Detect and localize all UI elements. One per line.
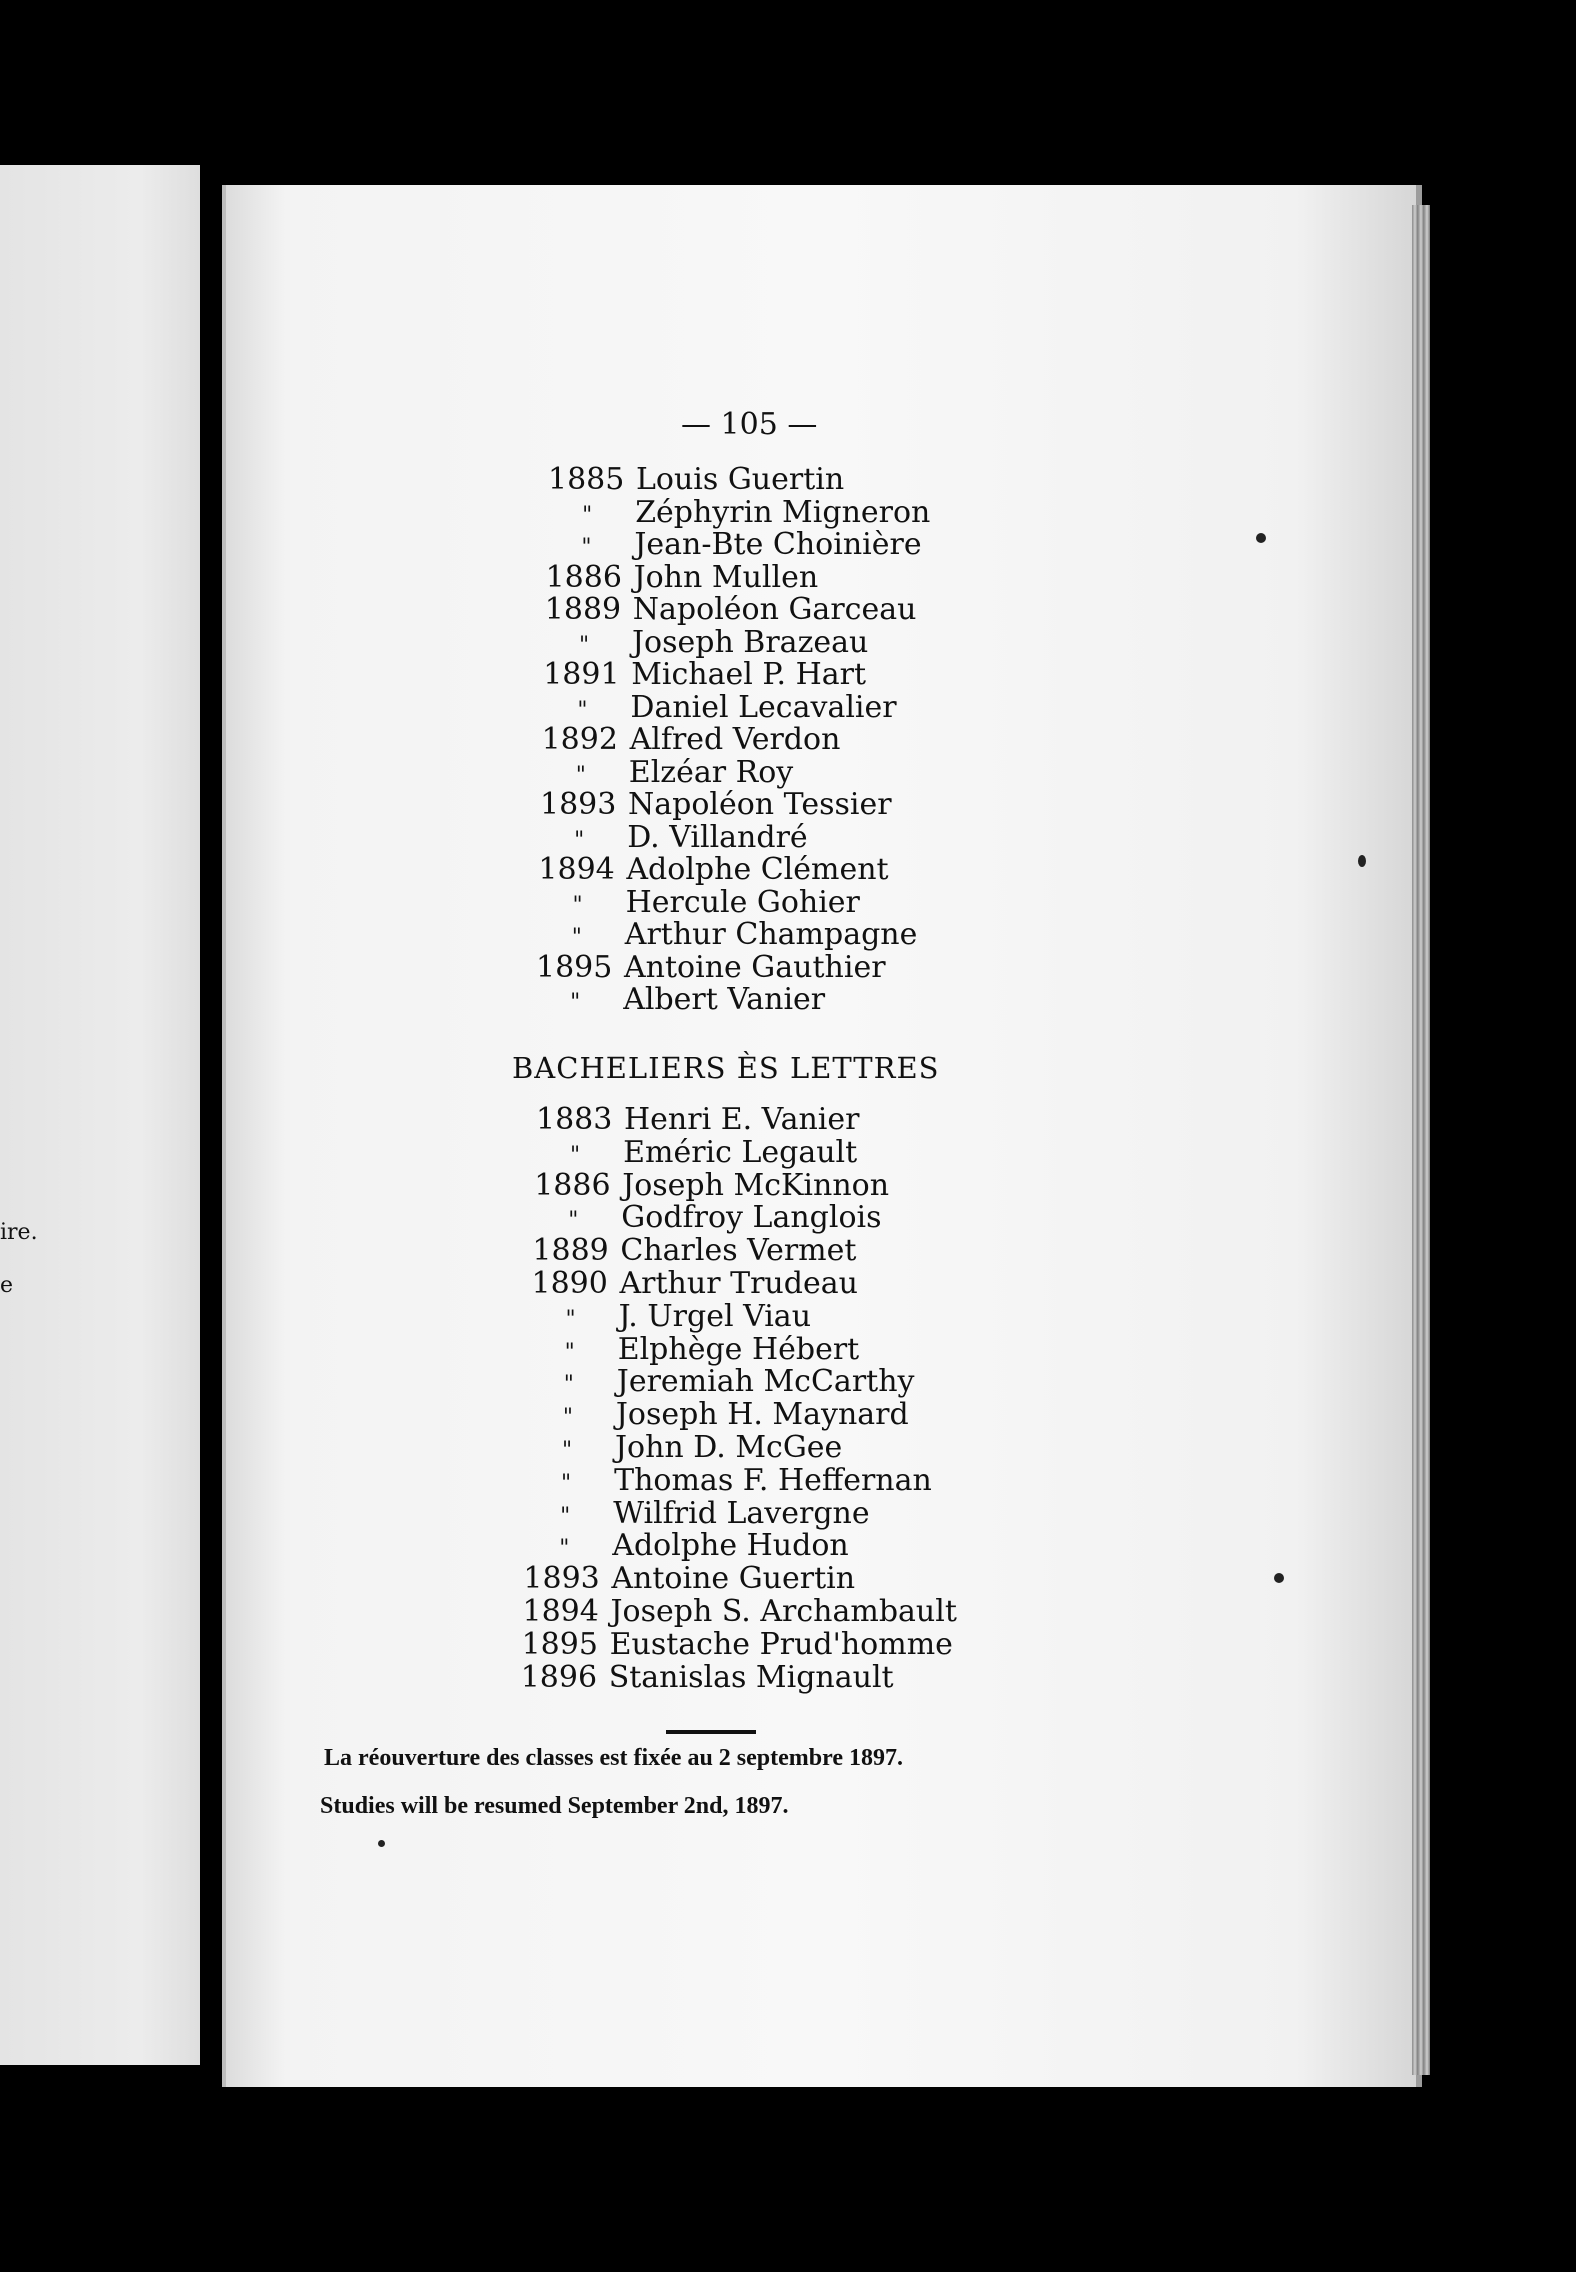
list-item-year: 1891 <box>543 657 620 692</box>
list-item-name: Joseph S. Archambault <box>610 1594 957 1629</box>
page-number: — 105 — <box>681 407 818 442</box>
list-item-name: Antoine Guertin <box>611 1561 856 1597</box>
list-item-year: " <box>582 502 593 528</box>
list-item-year: " <box>572 892 583 918</box>
list-item <box>526 1464 932 1498</box>
list-item-year: 1889 <box>544 592 622 627</box>
list-item-name: Albert Vanier <box>623 982 826 1017</box>
list-item <box>530 1333 860 1367</box>
list-item-name: Joseph McKinnon <box>622 1167 890 1203</box>
list-item-year: 1886 <box>534 1167 611 1203</box>
list-item <box>546 528 921 562</box>
list-item <box>535 1136 857 1170</box>
list-item-year: 1896 <box>520 1659 598 1695</box>
list-item <box>532 1267 858 1301</box>
list-item-year: " <box>581 535 592 560</box>
list-item <box>545 593 917 627</box>
ink-speck <box>1358 855 1366 867</box>
list-item-name: Elphège Hébert <box>617 1331 860 1367</box>
list-item-name: Adolphe Clément <box>626 852 889 887</box>
list-item <box>523 1595 957 1629</box>
list-item-name: John D. McGee <box>615 1430 843 1465</box>
list-item-year: 1893 <box>540 787 617 822</box>
list-item-name: Michael P. Hart <box>631 657 867 692</box>
list-item-name: Napoléon Tessier <box>628 787 892 822</box>
ink-speck <box>378 1840 385 1847</box>
list-item <box>547 496 930 530</box>
book-edge <box>1412 205 1430 2075</box>
list-item <box>529 1365 915 1399</box>
list-item-name: Daniel Lecavalier <box>630 689 897 725</box>
list-item <box>523 1562 855 1596</box>
list-item <box>534 1169 889 1203</box>
list-item-name: Arthur Trudeau <box>619 1266 858 1301</box>
list-item-name: Zéphyrin Migneron <box>635 494 931 530</box>
list-item-year: " <box>575 762 586 788</box>
list-item-name: Godfroy Langlois <box>621 1200 882 1236</box>
left-page-fragment: e <box>0 1273 14 1298</box>
list-item <box>524 1529 848 1563</box>
list-item <box>532 1234 856 1268</box>
list-item-name: Stanislas Mignault <box>608 1659 894 1695</box>
list-item <box>527 1431 842 1465</box>
list-item-year: 1895 <box>536 949 613 985</box>
list-item <box>544 626 868 660</box>
list-item-year: 1889 <box>532 1233 609 1269</box>
list-item <box>542 691 896 725</box>
left-page <box>0 165 200 2065</box>
list-item-name: Joseph H. Maynard <box>615 1397 909 1433</box>
list-item-name: Napoléon Garceau <box>632 592 917 627</box>
list-item-name: Adolphe Hudon <box>612 1528 849 1564</box>
list-item-name: Joseph Brazeau <box>632 624 869 660</box>
list-item-year: 1893 <box>523 1561 600 1597</box>
list-item-name: John Mullen <box>633 559 819 595</box>
list-item <box>541 756 793 790</box>
list-item-year: 1892 <box>541 722 618 757</box>
list-item-name: Arthur Champagne <box>624 917 918 952</box>
list-item-year: 1894 <box>538 852 615 887</box>
list-item <box>536 1103 860 1137</box>
list-item-name: Eméric Legault <box>623 1134 858 1170</box>
list-item <box>525 1497 869 1531</box>
list-item-name: Thomas F. Heffernan <box>614 1462 932 1498</box>
list-item <box>522 1628 953 1662</box>
list-item <box>543 658 866 692</box>
list-item-year: " <box>574 827 585 853</box>
list-item-name: Eustache Prud'homme <box>609 1626 953 1662</box>
list-item-year: " <box>560 1503 571 1529</box>
list-item-year: 1886 <box>545 559 622 595</box>
list-item-year: " <box>570 990 581 1015</box>
list-item-year: 1895 <box>521 1626 598 1662</box>
list-item <box>542 723 841 757</box>
list-item-year: 1883 <box>536 1102 613 1137</box>
list-item-name: Hercule Gohier <box>625 884 860 920</box>
list-item-name: Jeremiah McCarthy <box>616 1364 915 1400</box>
list-item <box>538 886 860 920</box>
list-item <box>533 1201 881 1235</box>
list-item <box>539 821 807 855</box>
notice-french: La réouverture des classes est fixée au 2 septembre 1897. <box>324 1745 903 1771</box>
list-item-year: " <box>565 1306 576 1332</box>
notice-english: Studies will be resumed September 2nd, 1897. <box>320 1793 789 1819</box>
list-item-name: Alfred Verdon <box>629 722 841 757</box>
list-item <box>537 918 918 952</box>
list-item-name: J. Urgel Viau <box>618 1298 812 1334</box>
list-item-year: " <box>578 632 590 658</box>
list-item-year: " <box>562 1405 573 1431</box>
ink-speck <box>1274 1573 1284 1583</box>
list-item-year: 1890 <box>531 1266 608 1301</box>
list-item-year: " <box>568 1208 579 1234</box>
list-item-name: Antoine Gauthier <box>624 949 886 985</box>
list-item-year: " <box>561 1438 573 1463</box>
list-item-year: " <box>571 925 582 950</box>
list-item <box>521 1661 894 1695</box>
list-item <box>540 788 892 822</box>
list-item-name: Charles Vermet <box>620 1233 857 1269</box>
list-item-year: " <box>570 1142 581 1168</box>
list-item-year: " <box>561 1470 572 1496</box>
list-item-name: Wilfrid Lavergne <box>613 1495 870 1531</box>
left-page-fragment: ire. <box>0 1220 38 1245</box>
list-item <box>536 951 886 985</box>
separator-rule <box>666 1730 756 1734</box>
list-item-name: Elzéar Roy <box>628 754 794 790</box>
ink-speck <box>1256 533 1266 543</box>
list-item-year: 1894 <box>522 1594 599 1629</box>
list-item-year: " <box>577 697 588 723</box>
list-item <box>538 853 888 887</box>
section-heading: BACHELIERS ÈS LETTRES <box>512 1051 940 1085</box>
list-item-year: 1885 <box>548 462 625 497</box>
list-item <box>528 1398 909 1432</box>
list-item-name: Henri E. Vanier <box>624 1102 860 1137</box>
list-item-year: " <box>564 1339 575 1365</box>
list-item <box>531 1300 811 1334</box>
list-item-name: Jean-Bte Choinière <box>634 527 922 562</box>
list-item-name: Louis Guertin <box>636 462 845 497</box>
list-item <box>548 463 844 497</box>
list-item <box>546 561 819 595</box>
list-item-year: " <box>563 1372 574 1398</box>
list-item-year: " <box>559 1536 570 1562</box>
list-item <box>535 983 825 1017</box>
list-item-name: D. Villandré <box>627 819 808 855</box>
right-page <box>222 185 1422 2087</box>
